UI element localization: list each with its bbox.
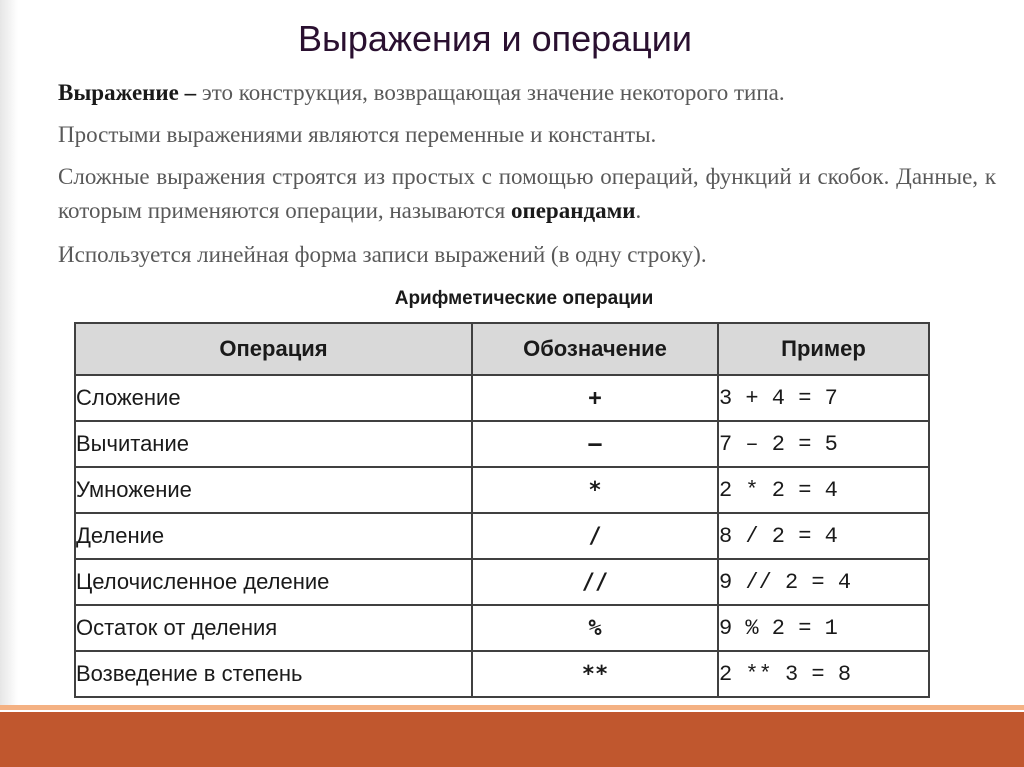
paragraph-complex (58, 160, 996, 228)
table-row (75, 513, 929, 559)
term-expression: Выражение – (58, 80, 197, 105)
operation-symbol: ** (472, 651, 718, 697)
slide-left-shadow (0, 0, 18, 705)
operation-symbol: – (472, 421, 718, 467)
table-row (75, 421, 929, 467)
operation-symbol: + (472, 375, 718, 421)
operations-table (74, 322, 930, 698)
operation-name: Остаток от деления (75, 605, 472, 651)
footer-accent-line (0, 705, 1024, 710)
header-example: Пример (718, 323, 929, 375)
definition-text: это конструкция, возвращающая значение некоторого типа. (196, 80, 785, 105)
header-symbol: Обозначение (472, 323, 718, 375)
table-row (75, 605, 929, 651)
term-operands: операндами (510, 198, 636, 223)
operation-example: 8 / 2 = 4 (718, 513, 929, 559)
complex-end: . (635, 198, 642, 223)
operation-name: Целочисленное деление (75, 559, 472, 605)
table-row (75, 559, 929, 605)
operation-symbol: // (472, 559, 718, 605)
operation-example: 9 % 2 = 1 (718, 605, 929, 651)
operation-example: 3 + 4 = 7 (718, 375, 929, 421)
table-row (75, 651, 929, 697)
paragraph-linear: Используется линейная форма записи выражений (в одну строку). (58, 242, 707, 267)
table-row (75, 375, 929, 421)
operation-name: Сложение (75, 375, 472, 421)
operation-name: Деление (75, 513, 472, 559)
complex-text: Сложные выражения строятся из простых с помощью операций, функций и скобок. Данные, к которым применяются операции, называются (58, 164, 996, 223)
operation-symbol: * (472, 467, 718, 513)
operation-name: Вычитание (75, 421, 472, 467)
header-operation: Операция (75, 323, 472, 375)
operation-symbol: / (472, 513, 718, 559)
operation-symbol: % (472, 605, 718, 651)
table-row (75, 467, 929, 513)
footer-band (0, 712, 1024, 767)
operation-example: 7 – 2 = 5 (718, 421, 929, 467)
operation-name: Умножение (75, 467, 472, 513)
paragraph-simple: Простыми выражениями являются переменные и константы. (58, 122, 657, 147)
paragraph-definition (58, 76, 996, 110)
table-header-row (75, 323, 929, 375)
operation-name: Возведение в степень (75, 651, 472, 697)
operation-example: 9 // 2 = 4 (718, 559, 929, 605)
operation-example: 2 * 2 = 4 (718, 467, 929, 513)
slide-title: Выражения и операции (297, 18, 693, 59)
operation-example: 2 ** 3 = 8 (718, 651, 929, 697)
table-title: Арифметические операции (394, 288, 654, 309)
